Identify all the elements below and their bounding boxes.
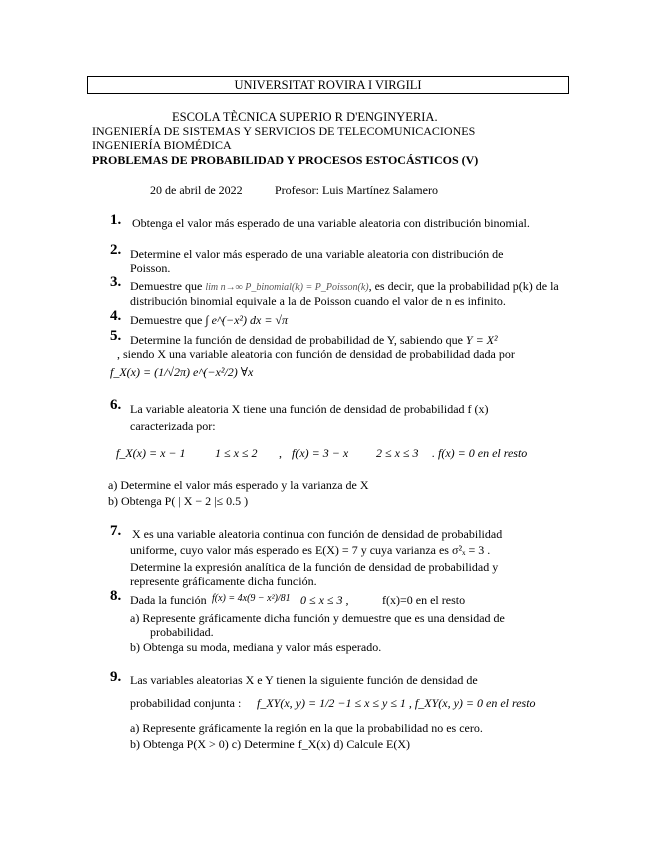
problem-8-part-a-2: probabilidad. — [150, 625, 214, 639]
problem-9-part-a: a) Represente gráficamente la región en la que la probabilidad no es cero. — [130, 721, 483, 735]
problem-2-line-2: Poisson. — [130, 261, 171, 275]
problem-6-part-a: a) Determine el valor más esperado y la varianza de X — [108, 478, 369, 492]
problem-7-line-2: uniforme, cuyo valor más esperado es E(X) = 7 y cuya varianza es σ²ₓ = 3 . — [130, 543, 491, 557]
problem-5-equation-2: f_X(x) = (1/√2π) e^(−x²/2) ∀x — [110, 365, 254, 379]
problem-1-number: 1. — [110, 212, 122, 228]
problem-3-equation: lim n→∞ P_binomial(k) = P_Poisson(k) — [205, 282, 369, 293]
problem-9-number: 9. — [110, 669, 122, 685]
problem-3-line-1 — [130, 279, 559, 295]
problem-3-line-2: distribución binomial equivale a la de Poisson cuando el valor de n es infinito. — [130, 294, 506, 308]
program-line-2: INGENIERÍA BIOMÉDICA — [92, 138, 232, 152]
school-name: ESCOLA TÈCNICA SUPERIO R D'ENGINYERIA. — [172, 110, 438, 124]
problem-6-part-b: b) Obtenga P( | X − 2 |≤ 0.5 ) — [108, 494, 249, 508]
problem-5-line-2: , siendo X una variable aleatoria con función de densidad de probabilidad dada por — [117, 347, 515, 361]
problem-8-equation: f(x) = 4x(9 − x²)/81 — [212, 593, 291, 604]
problem-8-rest: f(x)=0 en el resto — [382, 593, 466, 607]
problem-6-line-2: caracterizada por: — [130, 419, 216, 433]
university-box: UNIVERSITAT ROVIRA I VIRGILI — [87, 76, 569, 94]
problem-2-line-1: Determine el valor más esperado de una variable aleatoria con distribución de — [130, 247, 504, 261]
problem-6-range-1: 1 ≤ x ≤ 2 — [215, 446, 258, 460]
problem-3-text-b: , es decir, que la probabilidad p(k) de la — [368, 279, 559, 293]
problem-8-number: 8. — [110, 588, 122, 604]
problem-4-line — [130, 313, 288, 327]
problem-6-separator: , — [279, 446, 282, 460]
problem-3-number: 3. — [110, 274, 122, 290]
problem-9-line-2-formula: f_XY(x, y) = 1/2 −1 ≤ x ≤ y ≤ 1 , f_XY(x, y) = 0 en el resto — [257, 696, 536, 710]
professor: Profesor: Luis Martínez Salamero — [275, 183, 438, 197]
problem-6-formula-2: f(x) = 3 − x — [292, 446, 349, 460]
problem-5-text-a: Determine la función de densidad de probabilidad de Y, sabiendo que — [130, 333, 463, 347]
problem-6-range-2: 2 ≤ x ≤ 3 — [376, 446, 419, 460]
problem-7-number: 7. — [110, 523, 122, 539]
problem-5-equation-1: Y = X² — [465, 333, 498, 347]
problem-8-text-a: Dada la función — [130, 593, 207, 607]
problem-7-line-1: X es una variable aleatoria continua con función de densidad de probabilidad — [132, 527, 503, 541]
problem-6-number: 6. — [110, 397, 122, 413]
problem-3-text-a: Demuestre que — [130, 279, 203, 293]
problem-1-text: Obtenga el valor más esperado de una variable aleatoria con distribución binomial. — [132, 216, 530, 230]
problem-6-formula-1: f_X(x) = x − 1 — [116, 446, 186, 460]
problem-4-text: Demuestre que — [130, 313, 203, 327]
problem-4-equation: ∫ e^(−x²) dx = √π — [205, 313, 289, 327]
problem-6-formula-3: . f(x) = 0 en el resto — [432, 446, 528, 460]
problem-4-number: 4. — [110, 308, 122, 324]
problem-8-part-b: b) Obtenga su moda, mediana y valor más esperado. — [130, 640, 382, 654]
problem-5-line-1 — [130, 333, 498, 347]
problem-8-part-a-1: a) Represente gráficamente dicha función y demuestre que es una densidad de — [130, 611, 505, 625]
problem-9-line-1: Las variables aleatorias X e Y tienen la siguiente función de densidad de — [130, 673, 478, 687]
problem-9-line-2-label: probabilidad conjunta : — [130, 696, 242, 710]
problem-7-line-4: represente gráficamente dicha función. — [130, 574, 317, 588]
problem-2-number: 2. — [110, 242, 122, 258]
document-title: PROBLEMAS DE PROBABILIDAD Y PROCESOS ESTOCÁSTICOS (V) — [92, 153, 479, 167]
problem-8-range: 0 ≤ x ≤ 3 , — [300, 593, 349, 607]
program-line-1: INGENIERÍA DE SISTEMAS Y SERVICIOS DE TELECOMUNICACIONES — [92, 124, 476, 138]
date: 20 de abril de 2022 — [150, 183, 243, 197]
problem-5-number: 5. — [110, 328, 122, 344]
problem-9-part-b: b) Obtenga P(X > 0) c) Determine f_X(x) d) Calcule E(X) — [130, 737, 411, 751]
problem-6-line-1: La variable aleatoria X tiene una función de densidad de probabilidad f (x) — [130, 402, 489, 416]
problem-7-line-3: Determine la expresión analítica de la función de densidad de probabilidad y — [130, 560, 499, 574]
